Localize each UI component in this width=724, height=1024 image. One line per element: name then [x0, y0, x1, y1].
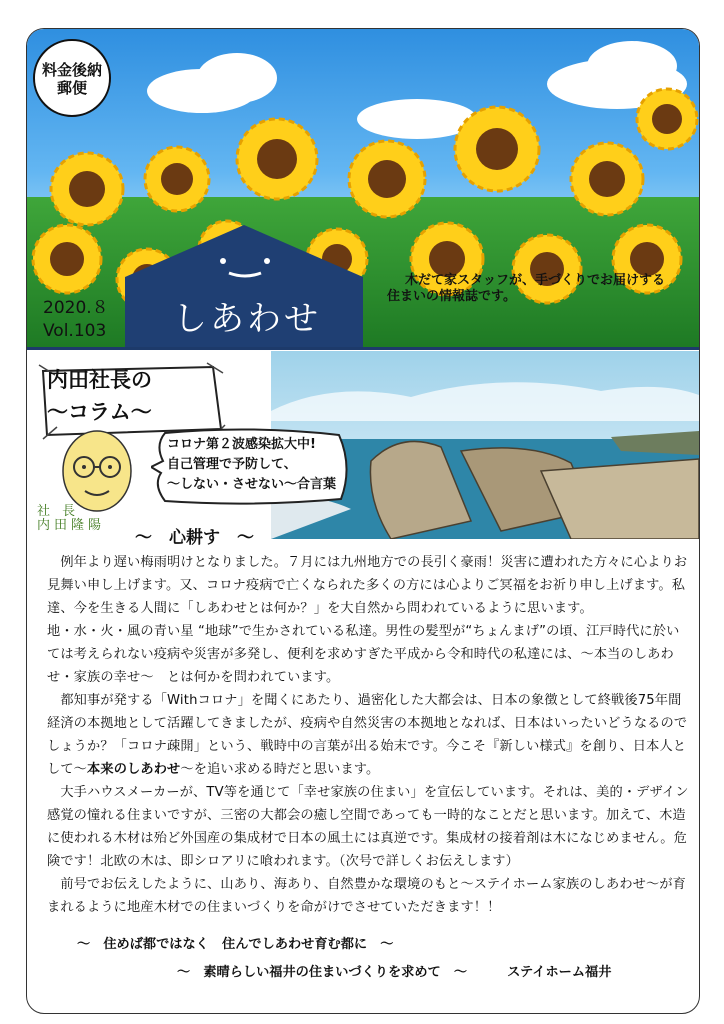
issue-volume: Vol.103 — [43, 321, 107, 341]
column-title: 内田社長の ～コラム～ — [47, 368, 152, 424]
newsletter-page — [26, 28, 700, 1014]
paragraph: 地・水・火・風の青い星 “地球”で生かされている私達。男性の髪型が“ちょんまげ”の頃、江戸時代に於いては考えられない疫病や災害が多発し、便利を求めすぎた平成から令和時代の私達には、～本当のしあわせ・家族の幸せ～ とは何かを問われています。 — [47, 624, 680, 685]
president-avatar — [57, 427, 137, 515]
paragraph: 前号でお伝えしたように、山あり、海あり、自然豊かな環境のもと～ステイホーム家族のしあわせ～が育まれるように地産木材での住まいづくりを命がけでさせていただきます！！ — [47, 877, 687, 915]
paragraph: 例年より遅い梅雨明けとなりました。７月には九州地方での長引く豪雨！災害に遭われた方々に心よりお見舞い申し上げます。又、コロナ疫病で亡くなられた多くの方には心よりご冥福をお祈り申し上げます。私達、今を生きる人間に「しあわせとは何か？」を大自然から問われているように思います。 — [47, 555, 688, 616]
president-label: 社 長 内田隆陽 — [37, 504, 106, 533]
signature: ステイホーム福井 — [507, 965, 612, 980]
motto-line: ～ 住めば都ではなく 住んでしあわせ育む都に ～ — [77, 937, 394, 952]
postage-mark: 料金後納 郵便 — [33, 39, 111, 117]
motto-signature-line: ～ 素晴らしい福井の住まいづくりを求めて ～ ステイホーム福井 — [177, 965, 612, 980]
paragraph: 都知事が発する「Withコロナ」を聞くにあたり、過密化した大都会は、日本の象徴として終戦後75年間経済の本拠地として活躍してきましたが、疫病や自然災害の本拠地となれば、日本はいったいどうなるのでしょうか？「コロナ疎開」という、戦時中の言葉が出る始末です。今こそ『新しい様式』を創り、日本人として～本来のしあわせ～を追い求める時だと思います。 — [47, 693, 688, 777]
speech-text: コロナ第２波感染拡大中! 自己管理で予防して、 ～しない・させない～合言葉 — [167, 437, 337, 492]
column-heading: ～ 心耕す ～ — [135, 528, 254, 548]
column-body — [47, 551, 691, 919]
tagline: 木だて家スタッフが、手づくりでお届けする 住まいの情報誌です。 — [387, 273, 666, 304]
brand-title: しあわせ — [173, 299, 321, 339]
header-divider — [27, 347, 699, 350]
paragraph: 大手ハウスメーカーが、TV等を通じて「幸せ家族の住まい」を宣伝しています。それは、美的・デザイン感覚の憧れる住まいですが、三密の大都会の癒し空間であっても一時的なことだと思います。加えて、木造に使われる木材は殆ど外国産の集成材で日本の風土には真逆です。集成材の接着剤は木になじめません。危険です！北欧の木は、即シロアリに喰われます。（次号で詳しくお伝えします） — [47, 785, 689, 869]
sunflower-banner — [27, 29, 699, 347]
issue-date: 2020.８ — [43, 298, 109, 318]
